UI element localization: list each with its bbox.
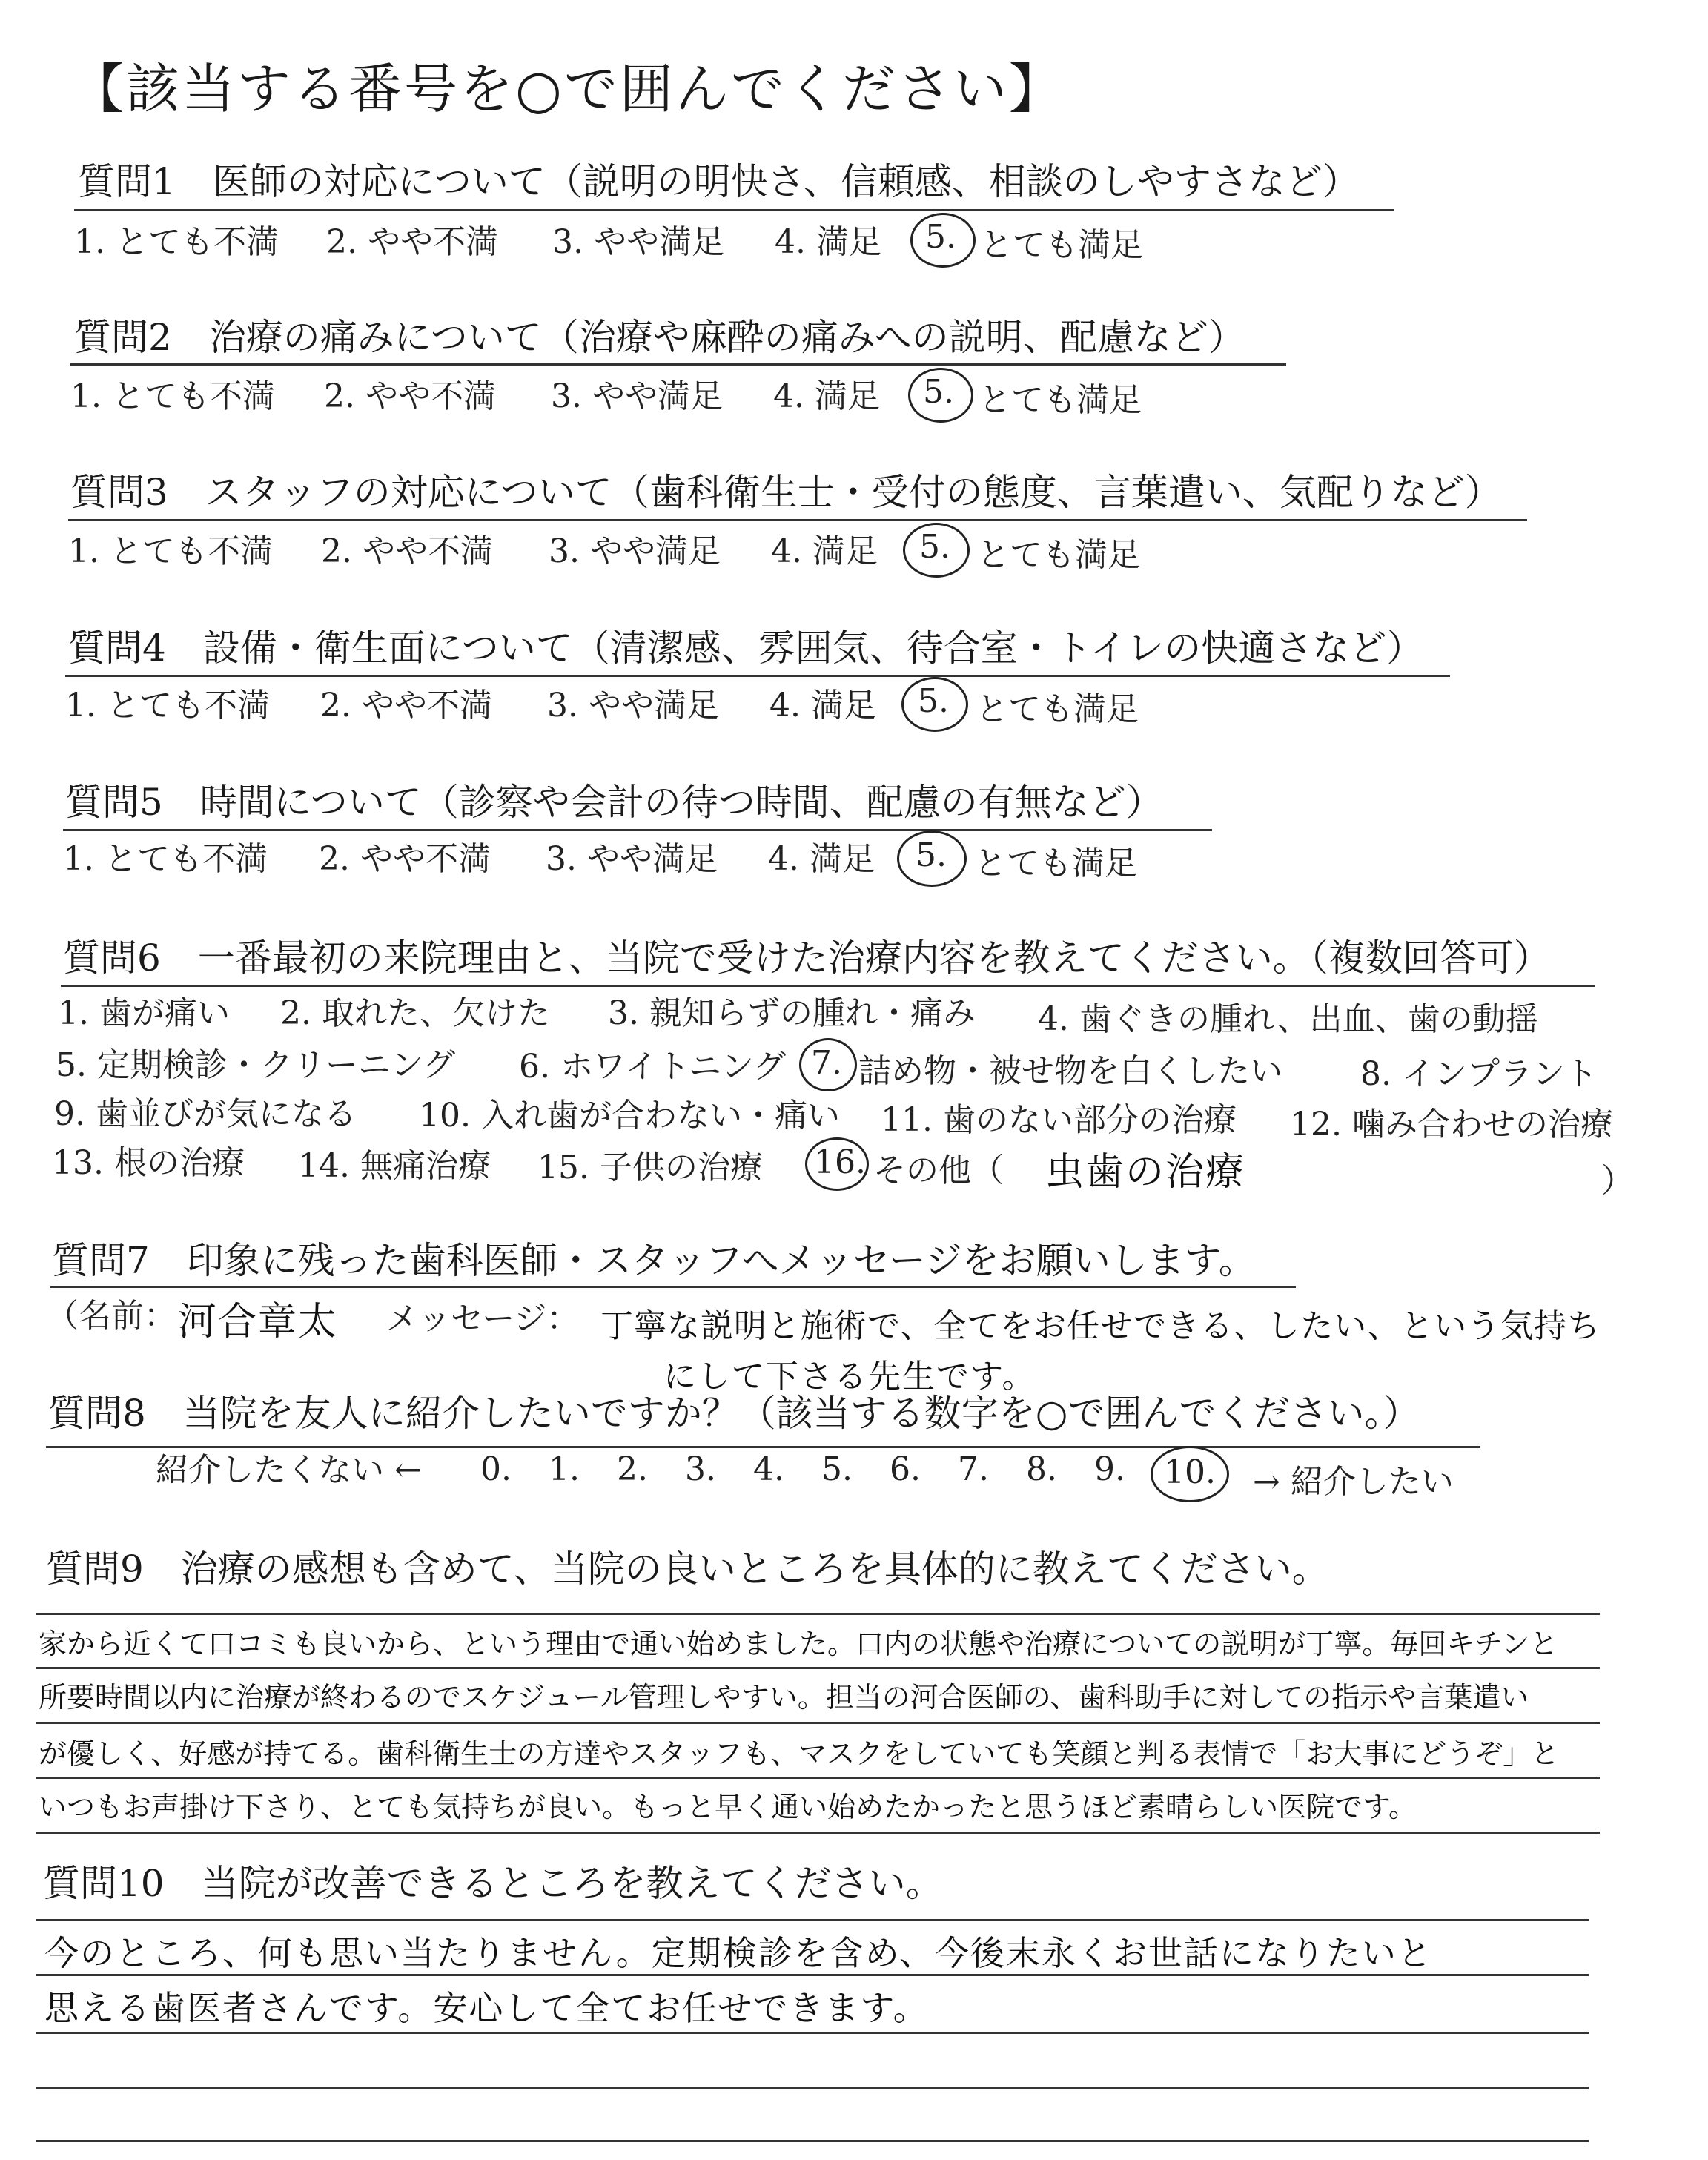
scale-5[interactable]: 5. [821, 1450, 853, 1488]
answer-rule [36, 2087, 1589, 2089]
question-3-title: 質問3 スタッフの対応について（歯科衛生士・受付の態度、言葉遣い、気配りなど） [70, 471, 1502, 514]
option-1[interactable]: 1. とても不満 [70, 377, 275, 415]
option-5-number[interactable]: 5. [923, 373, 954, 411]
option-5[interactable]: 5. 定期検診・クリーニング [56, 1046, 456, 1084]
selection-circle [908, 368, 973, 423]
option-1[interactable]: 1. とても不満 [68, 532, 273, 570]
option-15[interactable]: 15. 子供の治療 [537, 1149, 763, 1186]
other-answer-handwritten[interactable]: 虫歯の治療 [1045, 1150, 1246, 1195]
answer-rule [36, 1613, 1600, 1615]
answer-rule [36, 1974, 1589, 1976]
divider [68, 519, 1527, 521]
divider [65, 675, 1450, 677]
scale-1[interactable]: 1. [549, 1450, 580, 1488]
option-3[interactable]: 3. やや満足 [549, 532, 721, 570]
option-11[interactable]: 11. 歯のない部分の治療 [881, 1101, 1237, 1139]
option-1[interactable]: 1. 歯が痛い [58, 994, 230, 1032]
divider [63, 829, 1212, 831]
question-9-title: 質問9 治療の感想も含めて、当院の良いところを具体的に教えてください。 [46, 1548, 1329, 1591]
option-16-number[interactable]: 16. [814, 1143, 866, 1181]
option-2[interactable]: 2. やや不満 [326, 223, 498, 261]
scale-4[interactable]: 4. [753, 1450, 784, 1488]
question-6-title: 質問6 一番最初の来院理由と、当院で受けた治療内容を教えてください。（複数回答可） [63, 937, 1551, 980]
divider [70, 363, 1286, 366]
option-5-label[interactable]: とても満足 [980, 226, 1143, 264]
selection-circle [805, 1137, 869, 1191]
question-5-title: 質問5 時間について（診察や会計の待つ時間、配慮の有無など） [65, 781, 1163, 824]
answer-line-2[interactable]: 所要時間以内に治療が終わるのでスケジュール管理しやすい。担当の河合医師の、歯科助手に対しての指示や言葉遣い [39, 1681, 1529, 1714]
selection-circle [897, 830, 967, 887]
selection-circle [910, 213, 976, 268]
answer-line-4[interactable]: いつもお声掛け下さり、とても気持ちが良い。もっと早く通い始めたかったと思うほど素晴らしい医院です。 [39, 1791, 1417, 1823]
other-close-paren: ） [1601, 1162, 1634, 1200]
question-2-title: 質問2 治療の痛みについて（治療や麻酔の痛みへの説明、配慮など） [74, 316, 1245, 359]
question-8-title: 質問8 当院を友人に紹介したいですか？（該当する数字を○で囲んでください。） [48, 1392, 1420, 1435]
divider [74, 209, 1394, 211]
scale-2[interactable]: 2. [617, 1450, 648, 1488]
question-10-title: 質問10 当院が改善できるところを教えてください。 [43, 1862, 943, 1905]
option-5-number[interactable]: 5. [916, 836, 947, 874]
option-5-number[interactable]: 5. [919, 528, 950, 566]
answer-rule [36, 2140, 1589, 2142]
option-5-number[interactable]: 5. [925, 218, 956, 256]
option-1[interactable]: 1. とても不満 [65, 687, 270, 724]
answer-line-1[interactable]: 今のところ、何も思い当たりません。定期検診を含め、今後末永くお世話になりたいと [44, 1933, 1433, 1973]
option-13[interactable]: 13. 根の治療 [52, 1144, 245, 1182]
option-3[interactable]: 3. やや満足 [551, 377, 723, 415]
option-3[interactable]: 3. やや満足 [547, 687, 719, 724]
message-line-1[interactable]: 丁寧な説明と施術で、全てをお任せできる、したい、という気持ち [600, 1307, 1601, 1345]
divider [50, 1286, 1296, 1288]
option-5-label[interactable]: とても満足 [977, 536, 1140, 574]
selection-circle [799, 1038, 857, 1091]
option-4[interactable]: 4. 満足 [773, 377, 880, 415]
scale-left-label: 紹介したくない ← [156, 1451, 422, 1489]
answer-rule [36, 2032, 1589, 2034]
selection-circle [901, 677, 968, 732]
answer-line-3[interactable]: が優しく、好感が持てる。歯科衛生士の方達やスタッフも、マスクをしていても笑顔と判る表情で「お大事にどうぞ」と [39, 1737, 1560, 1770]
scale-3[interactable]: 3. [685, 1450, 716, 1488]
option-4[interactable]: 4. 満足 [771, 532, 878, 570]
answer-rule [36, 1832, 1600, 1834]
scale-right-label: → 紹介したい [1253, 1463, 1454, 1501]
option-6[interactable]: 6. ホワイトニング [519, 1048, 787, 1086]
option-3[interactable]: 3. やや満足 [552, 223, 724, 261]
option-4[interactable]: 4. 満足 [775, 223, 881, 261]
page-heading: 【該当する番号を○で囲んでください】 [70, 58, 1065, 120]
option-2[interactable]: 2. やや不満 [321, 532, 493, 570]
option-10[interactable]: 10. 入れ歯が合わない・痛い [419, 1097, 840, 1135]
option-1[interactable]: 1. とても不満 [63, 840, 268, 878]
scale-8[interactable]: 8. [1026, 1450, 1057, 1488]
answer-line-1[interactable]: 家から近くて口コミも良いから、という理由で通い始めました。口内の状態や治療についての説明が丁寧。毎回キチンと [39, 1628, 1558, 1660]
scale-10[interactable]: 10. [1164, 1453, 1216, 1491]
selection-circle [1151, 1446, 1229, 1502]
answer-rule [36, 1919, 1589, 1921]
scale-7[interactable]: 7. [958, 1450, 989, 1488]
option-5-label[interactable]: とても満足 [976, 690, 1139, 728]
option-16-label[interactable]: その他（ [873, 1152, 1004, 1189]
option-2[interactable]: 2. やや不満 [319, 840, 491, 878]
option-2[interactable]: 2. やや不満 [320, 687, 492, 724]
question-1-title: 質問1 医師の対応について（説明の明快さ、信頼感、相談のしやすさなど） [78, 160, 1360, 203]
option-3[interactable]: 3. やや満足 [546, 840, 718, 878]
question-7-title: 質問7 印象に残った歯科医師・スタッフへメッセージをお願いします。 [52, 1239, 1256, 1282]
option-9[interactable]: 9. 歯並びが気になる [54, 1095, 357, 1133]
option-7-number[interactable]: 7. [811, 1044, 842, 1082]
option-5-label[interactable]: とても満足 [974, 845, 1137, 882]
option-8[interactable]: 8. インプラント [1360, 1055, 1598, 1093]
option-5-label[interactable]: とても満足 [979, 381, 1142, 419]
scale-0[interactable]: 0. [480, 1450, 512, 1488]
option-4[interactable]: 4. 満足 [768, 840, 875, 878]
option-7-label[interactable]: 詰め物・被せ物を白くしたい [858, 1052, 1282, 1090]
option-1[interactable]: 1. とても不満 [74, 223, 279, 261]
option-12[interactable]: 12. 噛み合わせの治療 [1290, 1106, 1613, 1143]
message-label: メッセージ： [385, 1300, 580, 1338]
answer-rule [36, 1667, 1600, 1669]
option-2[interactable]: 2. 取れた、欠けた [280, 994, 550, 1032]
option-14[interactable]: 14. 無痛治療 [298, 1147, 491, 1185]
option-3[interactable]: 3. 親知らずの腫れ・痛み [608, 994, 976, 1032]
option-2[interactable]: 2. やや不満 [324, 377, 496, 415]
scale-9[interactable]: 9. [1094, 1450, 1125, 1488]
answer-line-2[interactable]: 思える歯医者さんです。安心して全てお任せできます。 [44, 1988, 929, 2028]
name-label: （名前： [46, 1297, 176, 1335]
answer-rule [36, 1722, 1600, 1724]
message-line-2[interactable]: にして下さる先生です。 [663, 1358, 1036, 1396]
name-handwritten[interactable]: 河合章太 [178, 1300, 339, 1344]
answer-rule [36, 1777, 1600, 1779]
option-4[interactable]: 4. 満足 [769, 687, 876, 724]
scale-6[interactable]: 6. [890, 1450, 921, 1488]
question-4-title: 質問4 設備・衛生面について（清潔感、雰囲気、待合室・トイレの快適さなど） [68, 627, 1424, 670]
option-4[interactable]: 4. 歯ぐきの腫れ、出血、歯の動揺 [1038, 1000, 1538, 1038]
selection-circle [903, 523, 970, 578]
option-5-number[interactable]: 5. [918, 682, 949, 720]
